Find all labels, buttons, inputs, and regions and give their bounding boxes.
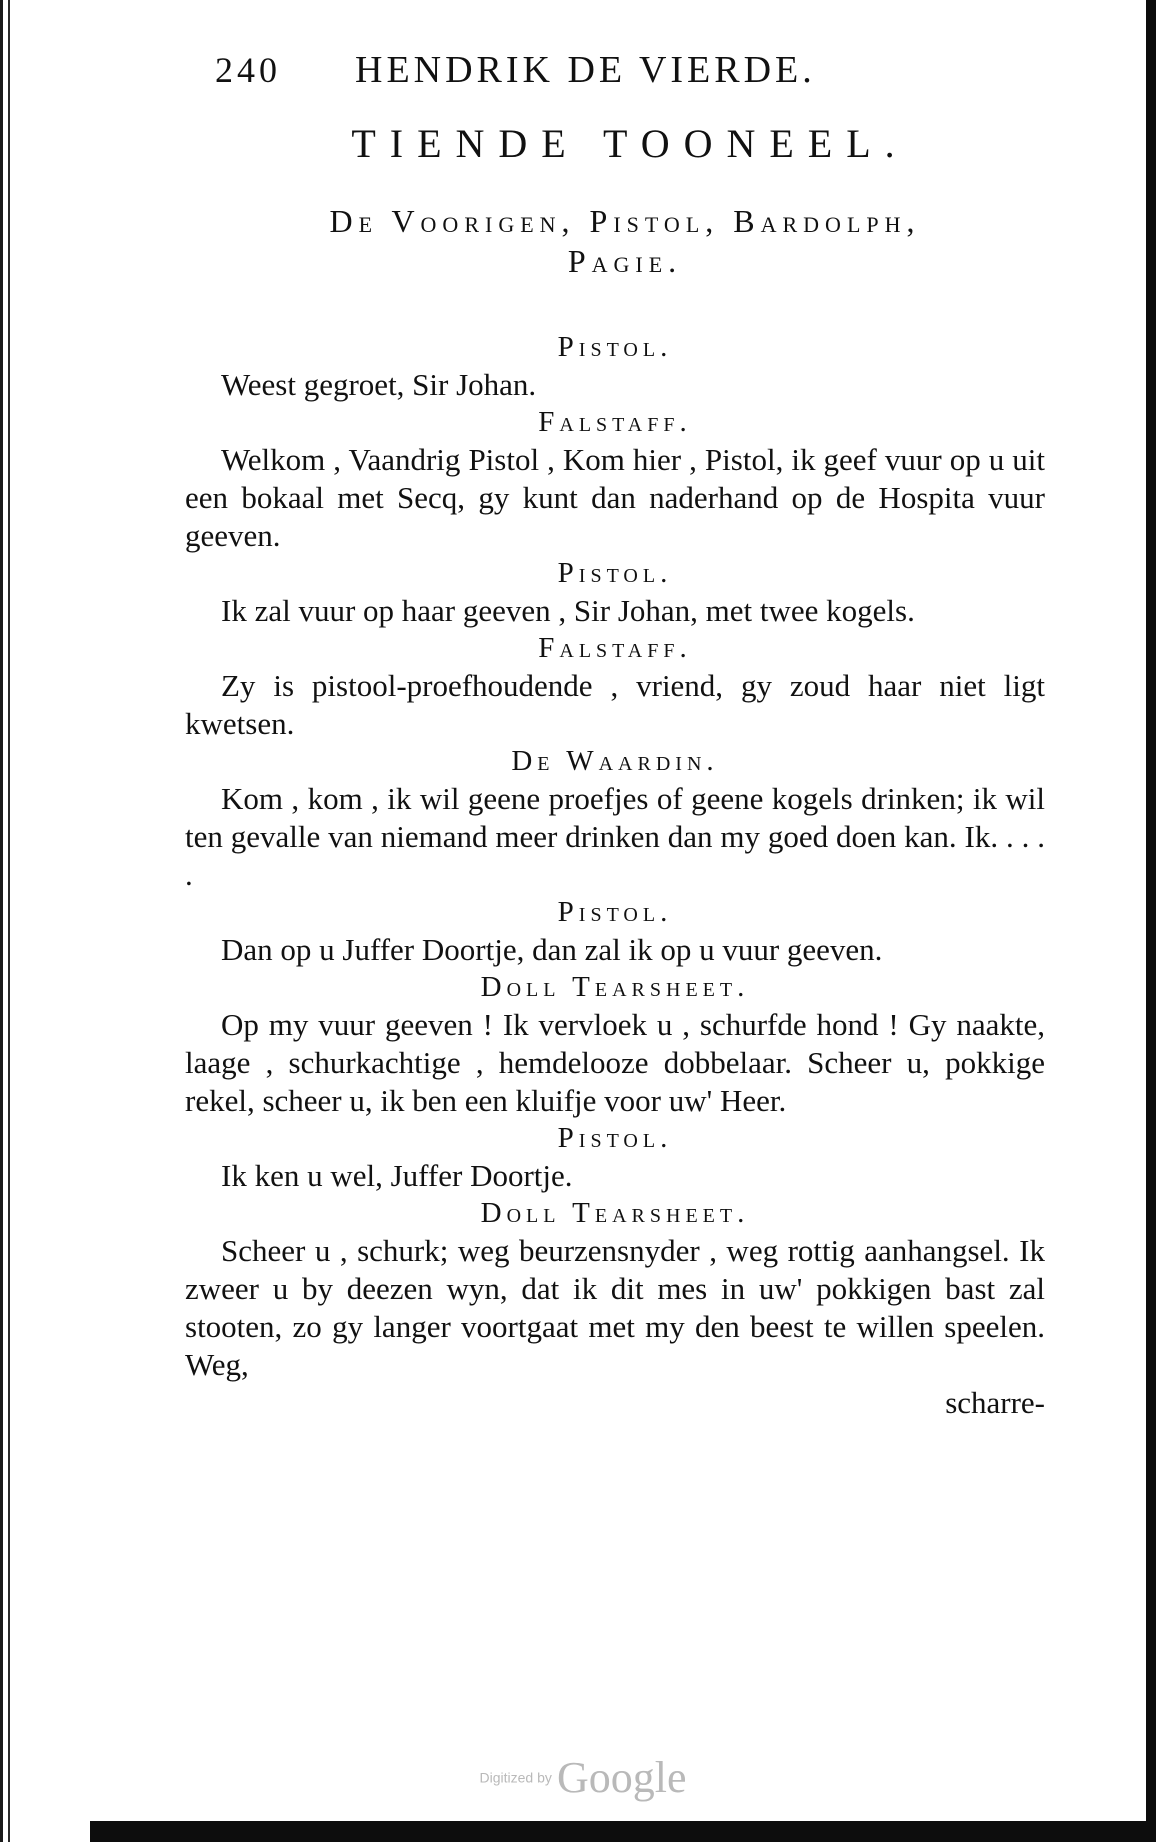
speaker-name: Pistol. (557, 557, 673, 589)
speaker-name: Doll Tearsheet. (480, 1197, 750, 1229)
speaker-name: Doll Tearsheet. (480, 971, 750, 1003)
catchword: scharre- (945, 1385, 1045, 1420)
book-page (185, 48, 1045, 1422)
speech (185, 555, 1045, 630)
speech (185, 743, 1045, 894)
page-number: 240 (215, 50, 281, 90)
google-logo: Google (556, 1753, 687, 1802)
speech-text: Scheer u , schurk; weg beurzensnyder , weg rottig aanhangsel. Ik zweer u by deezen wyn, dat ik dit mes in uw' pokkigen bast zal stooten, zo gy langer voortgaat met my den beest te willen speelen. Weg, (185, 1233, 1045, 1382)
speaker-name: Pistol. (557, 331, 673, 363)
scan-left-edge (0, 0, 14, 1842)
cast-line: Pagie. (567, 243, 683, 279)
speech (185, 969, 1045, 1120)
speech (185, 1120, 1045, 1195)
speaker-name: Falstaff. (538, 632, 692, 664)
running-title: HENDRIK DE VIERDE. (355, 49, 816, 91)
speech (185, 630, 1045, 743)
speech-text: Dan op u Juffer Doortje, dan zal ik op u vuur geeven. (221, 932, 883, 967)
scan-right-edge (1142, 0, 1156, 1842)
speech-text: Weest gegroet, Sir Johan. (221, 367, 537, 402)
watermark-prefix: Digitized by (479, 1769, 552, 1786)
speaker-name: Pistol. (557, 1122, 673, 1154)
speech (185, 1195, 1045, 1384)
digitized-watermark (468, 1752, 698, 1803)
speaker-name: De Waardin. (511, 745, 719, 777)
cast-line: De Voorigen, Pistol, Bardolph, (329, 203, 921, 239)
speech-text: Ik ken u wel, Juffer Doortje. (221, 1158, 573, 1193)
cast-list (185, 201, 1045, 281)
speaker-name: Falstaff. (538, 406, 692, 438)
speaker-name: Pistol. (557, 896, 673, 928)
speech-text: Welkom , Vaandrig Pistol , Kom hier , Pistol, ik geef vuur op u uit een bokaal met Secq, gy kunt dan naderhand op de Hospita vuur geeven. (185, 442, 1045, 553)
scene-title: TIENDE TOONEEL. (351, 121, 909, 166)
scan-bottom-edge (90, 1821, 1156, 1842)
speech (185, 329, 1045, 404)
speech (185, 404, 1045, 555)
speech-text: Zy is pistool-proefhoudende , vriend, gy zoud haar niet ligt kwetsen. (185, 668, 1045, 741)
running-head (215, 48, 1045, 100)
speech-text: Ik zal vuur op haar geeven , Sir Johan, met twee kogels. (221, 593, 915, 628)
speech (185, 894, 1045, 969)
speech-text: Kom , kom , ik wil geene proefjes of geene kogels drinken; ik wil ten gevalle van niemand meer drinken dan my goed doen kan. Ik. . . . . (185, 781, 1045, 892)
speech-text: Op my vuur geeven ! Ik vervloek u , schurfde hond ! Gy naakte, laage , schurkachtige , hemdelooze dobbelaar. Scheer u, pokkige rekel, scheer u, ik ben een kluifje voor uw' Heer. (185, 1007, 1045, 1118)
